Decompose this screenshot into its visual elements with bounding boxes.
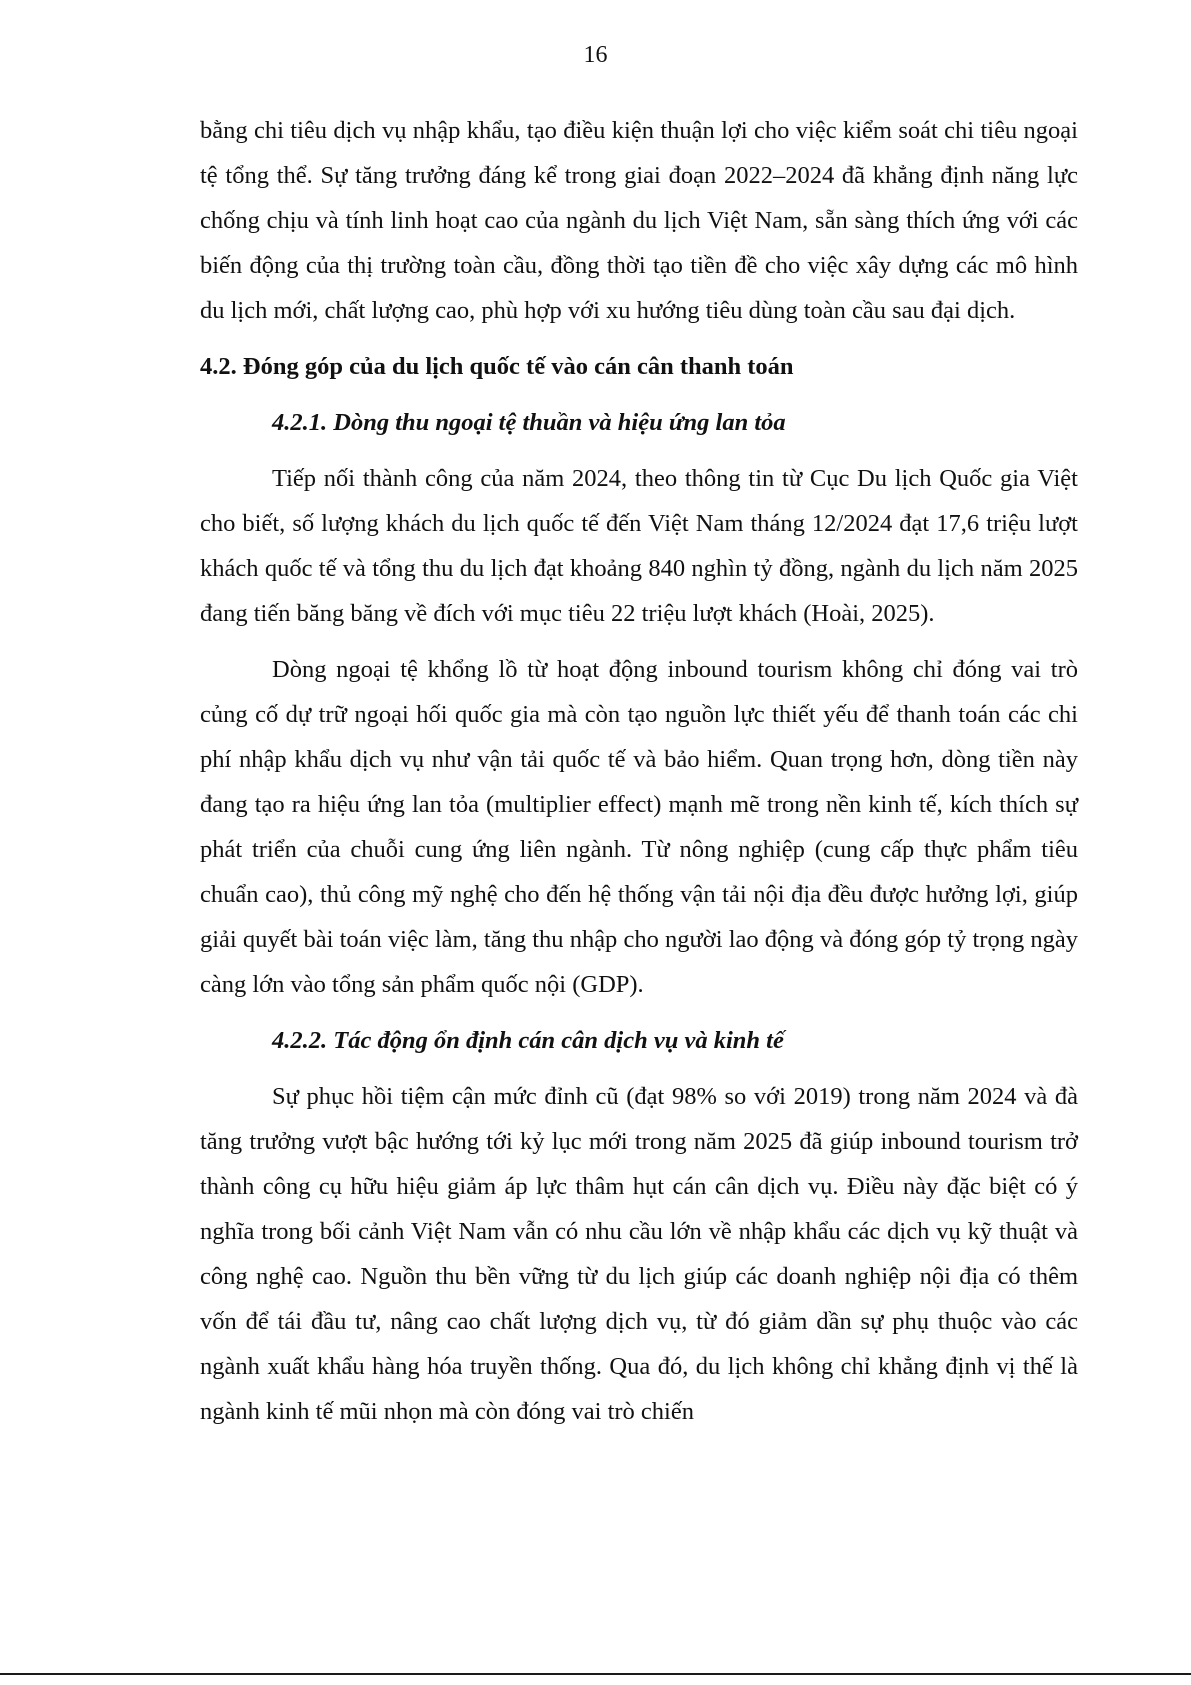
- subsection-heading-4-2-2: 4.2.2. Tác động ổn định cán cân dịch vụ và kinh tế: [272, 1027, 784, 1054]
- paragraph-tourism-2024-2025: Tiếp nối thành công của năm 2024, theo thông tin từ Cục Du lịch Quốc gia Việt cho biết, số lượng khách du lịch quốc tế đến Việt Nam tháng 12/2024 đạt 17,6 triệu lượt khách quốc tế và tổng thu du lịch đạt khoảng 840 nghìn tỷ đồng, ngành du lịch năm 2025 đang tiến băng băng về đích với mục tiêu 22 triệu lượt khách (Hoài, 2025).: [200, 465, 1078, 627]
- page-bottom-rule: [0, 1673, 1191, 1675]
- paragraph-services-balance: Sự phục hồi tiệm cận mức đỉnh cũ (đạt 98% so với 2019) trong năm 2024 và đà tăng trưởng vượt bậc hướng tới kỷ lục mới trong năm 2025 đã giúp inbound tourism trở thành công cụ hữu hiệu giảm áp lực thâm hụt cán cân dịch vụ. Điều này đặc biệt có ý nghĩa trong bối cảnh Việt Nam vẫn có nhu cầu lớn về nhập khẩu các dịch vụ kỹ thuật và công nghệ cao. Nguồn thu bền vững từ du lịch giúp các doanh nghiệp nội địa có thêm vốn để tái đầu tư, nâng cao chất lượng dịch vụ, từ đó giảm dần sự phụ thuộc vào các ngành xuất khẩu hàng hóa truyền thống. Qua đó, du lịch không chỉ khẳng định vị thế là ngành kinh tế mũi nhọn mà còn đóng vai trò chiến: [200, 1083, 1078, 1425]
- paragraph-continuation: bằng chi tiêu dịch vụ nhập khẩu, tạo điều kiện thuận lợi cho việc kiểm soát chi tiêu ngoại tệ tổng thể. Sự tăng trưởng đáng kể trong giai đoạn 2022–2024 đã khẳng định năng lực chống chịu và tính linh hoạt cao của ngành du lịch Việt Nam, sẵn sàng thích ứng với các biến động của thị trường toàn cầu, đồng thời tạo tiền đề cho việc xây dựng các mô hình du lịch mới, chất lượng cao, phù hợp với xu hướng tiêu dùng toàn cầu sau đại dịch.: [200, 117, 1078, 324]
- page-number: 16: [583, 42, 608, 68]
- paragraph-multiplier-effect: Dòng ngoại tệ khổng lồ từ hoạt động inbound tourism không chỉ đóng vai trò củng cố dự trữ ngoại hối quốc gia mà còn tạo nguồn lực thiết yếu để thanh toán các chi phí nhập khẩu dịch vụ như vận tải quốc tế và bảo hiểm. Quan trọng hơn, dòng tiền này đang tạo ra hiệu ứng lan tỏa (multiplier effect) mạnh mẽ trong nền kinh tế, kích thích sự phát triển của chuỗi cung ứng liên ngành. Từ nông nghiệp (cung cấp thực phẩm tiêu chuẩn cao), thủ công mỹ nghệ cho đến hệ thống vận tải nội địa đều được hưởng lợi, giúp giải quyết bài toán việc làm, tăng thu nhập cho người lao động và đóng góp tỷ trọng ngày càng lớn vào tổng sản phẩm quốc nội (GDP).: [200, 656, 1078, 998]
- subsection-heading-4-2-1: 4.2.1. Dòng thu ngoại tệ thuần và hiệu ứng lan tỏa: [272, 409, 786, 436]
- document-body: [200, 108, 1078, 1434]
- section-heading-4-2: 4.2. Đóng góp của du lịch quốc tế vào cán cân thanh toán: [200, 353, 794, 380]
